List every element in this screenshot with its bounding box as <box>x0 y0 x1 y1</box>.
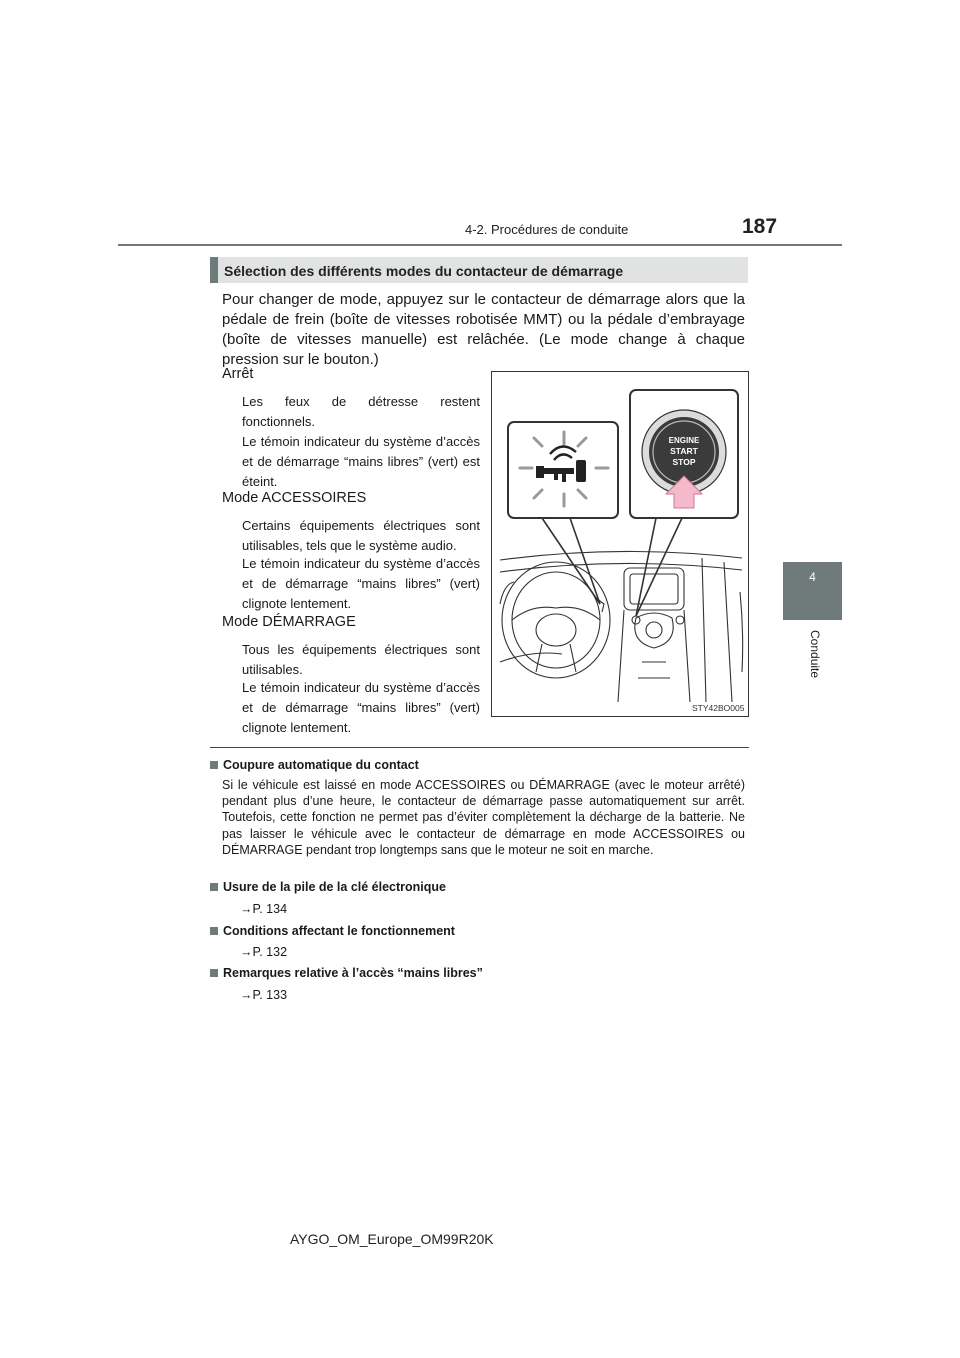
section-title: Sélection des différents modes du contacteur de démarrage <box>224 263 624 279</box>
page-number: 187 <box>742 215 778 238</box>
reference-link[interactable]: →P. 133 <box>240 988 288 1002</box>
header-divider <box>118 244 842 246</box>
mode-off-text-2: Le témoin indicateur du système d’accès et de démarrage “mains libres” (vert) est éteint. <box>242 434 480 489</box>
note-body-auto-off: Si le véhicule est laissé en mode ACCESSOIRES ou DÉMARRAGE (avec le moteur arrêté) pendant plus d’une heure, le contacteur de démarrage passe automatiquement sur arrêt. Toutefois, cette fonction ne permet pas d’éviter complètement la décharge de la batterie. Ne pas laisser le véhicule avec le contacteur de démarrage en mode ACCESSOIRES ou DÉMARRAGE pendant trop longtemps sans que le moteur ne soit en marche. <box>222 778 745 857</box>
illustration-code: STY42BO005 <box>692 703 745 713</box>
intro-paragraph: Pour changer de mode, appuyez sur le contacteur de démarrage alors que la pédale de frein (boîte de vitesses robotisée MMT) ou la pédale d’embrayage (boîte de vitesses manuelle) est relâchée. (Le mode change à chaque pression sur le bouton.) <box>222 291 745 368</box>
mode-title-off: Arrêt <box>222 366 254 382</box>
notes-divider <box>210 747 749 748</box>
reference-link[interactable]: →P. 132 <box>240 945 288 959</box>
document-footer: AYGO_OM_Europe_OM99R20K <box>290 1231 494 1247</box>
mode-accessories-text-1: Certains équipements électriques sont utilisables, tels que le système audio. <box>242 518 480 553</box>
bullet-square-icon <box>210 883 218 891</box>
note-title-auto-off: Coupure automatique du contact <box>210 758 419 772</box>
dashboard-drawing <box>492 372 748 716</box>
chapter-tab-label: Conduite <box>808 630 822 679</box>
mode-title-accessories: Mode ACCESSOIRES <box>222 490 367 506</box>
button-label-start: START <box>670 446 698 456</box>
reference-link[interactable]: →P. 134 <box>240 902 288 916</box>
dashboard-illustration <box>491 371 749 717</box>
mode-title-start: Mode DÉMARRAGE <box>222 614 356 630</box>
running-header: 4-2. Procédures de conduite <box>465 222 629 237</box>
mode-off-text-1: Les feux de détresse restent fonctionnels. <box>242 394 480 429</box>
mode-start-text-2: Le témoin indicateur du système d’accès et de démarrage “mains libres” (vert) clignote lentement. <box>242 680 480 735</box>
bullet-square-icon <box>210 969 218 977</box>
bullet-square-icon <box>210 927 218 935</box>
mode-start-text-1: Tous les équipements électriques sont utilisables. <box>242 642 480 677</box>
note-title-conditions: Conditions affectant le fonctionnement <box>210 924 455 938</box>
bullet-square-icon <box>210 761 218 769</box>
note-title-battery: Usure de la pile de la clé électronique <box>210 880 446 894</box>
note-title-handsfree: Remarques relative à l’accès “mains libres” <box>210 966 483 980</box>
button-label-engine: ENGINE <box>668 436 700 445</box>
mode-accessories-text-2: Le témoin indicateur du système d’accès et de démarrage “mains libres” (vert) clignote lentement. <box>242 556 480 611</box>
button-label-stop: STOP <box>672 457 696 467</box>
chapter-tab-number: 4 <box>809 570 816 584</box>
